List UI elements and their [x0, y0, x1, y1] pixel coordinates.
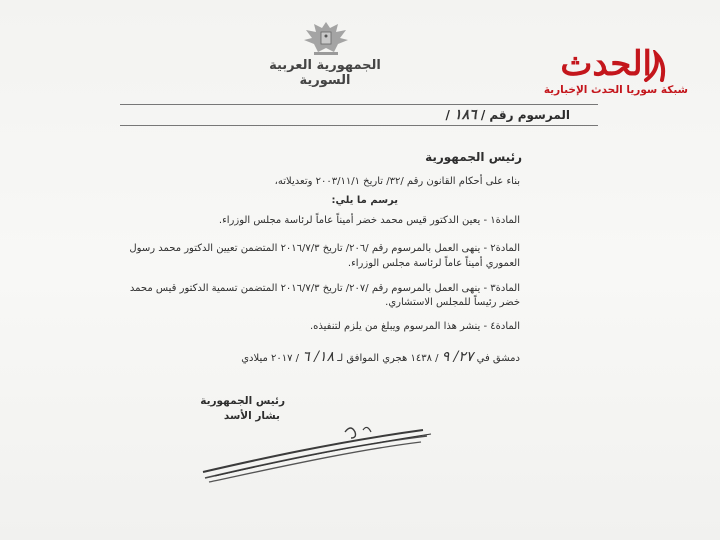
date-middle: / ١٤٣٨ هجري الموافق لـ: [337, 353, 439, 364]
article-4: المادة٤ - ينشر هذا المرسوم ويبلغ من يلزم لتنفيذه.: [309, 321, 520, 332]
watermark-network-name: شبكة سوريا الحدث الإخبارية: [543, 84, 688, 96]
decree-number: ١٨٦: [454, 107, 477, 123]
date-hijri: ٢٧/ ٩: [441, 349, 474, 365]
date-suffix: / ٢٠١٧ ميلادي: [241, 353, 300, 364]
signature-name: بشار الأسد: [223, 410, 280, 422]
article-1: المادة١ - يعين الدكتور قيس محمد خضر أميناً عاماً لرئاسة مجلس الوزراء.: [218, 215, 520, 226]
watermark-swoosh-icon: [642, 50, 670, 84]
eagle-emblem-icon: [300, 18, 352, 58]
signature-title: رئيس الجمهورية: [200, 395, 285, 407]
date-prefix: دمشق في: [476, 353, 520, 364]
republic-name: الجمهورية العربية السورية: [269, 58, 381, 88]
article-3: المادة٣ - ينهى العمل بالمرسوم رقم /٢٠٧/ تاريخ ٢٠١٦/٧/٣ المتضمن تسمية الدكتور قيس محمد: [129, 283, 520, 294]
watermark-logo: الحدث: [560, 44, 652, 84]
date-line: [241, 349, 520, 365]
date-gregorian: ١٨/ ٦: [302, 349, 334, 365]
article-2: المادة٢ - ينهى العمل بالمرسوم رقم /٢٠٦/ تاريخ ٢٠١٦/٧/٣ المتضمن تعيين الدكتور محمد رسول: [129, 243, 520, 254]
decree-number-suffix: /: [445, 108, 450, 122]
issuer-heading: رئيس الجمهورية: [425, 150, 522, 164]
decrees-line: يرسم ما يلي:: [331, 195, 398, 206]
preamble: بناء على أحكام القانون رقم /٣٢/ تاريخ ٢٠٠٣/١١/١ وتعديلاته،: [274, 176, 520, 187]
decree-label: المرسوم رقم /: [480, 108, 570, 122]
news-watermark: [530, 42, 690, 102]
article-2-continued: العموري أميناً عاماً لرئاسة مجلس الوزراء.: [347, 258, 520, 269]
article-3-continued: خضر رئيساً للمجلس الاستشاري.: [385, 297, 520, 308]
handwritten-signature-icon: [195, 420, 435, 490]
decree-number-line: [446, 107, 571, 123]
